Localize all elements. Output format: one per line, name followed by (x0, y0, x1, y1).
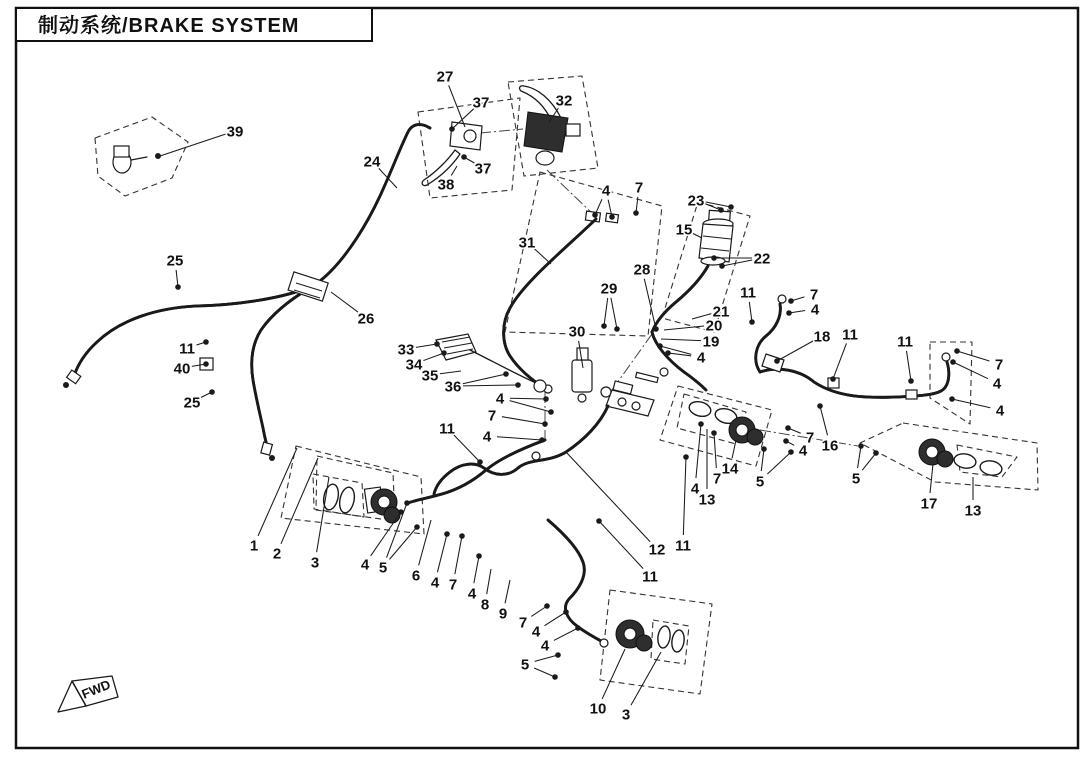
part-label-4-54: 4 (531, 623, 541, 641)
group-hose31-outline (505, 172, 662, 336)
leader-line-7 (714, 433, 716, 468)
part-label-7-64: 7 (712, 470, 722, 488)
part-label-16-69: 16 (821, 437, 839, 455)
leader-line-28 (644, 279, 656, 329)
fastener-11 (749, 319, 755, 325)
leader-line-11 (454, 435, 480, 462)
fastener-5 (404, 500, 410, 506)
fwd-label: FWD (79, 676, 113, 702)
part-label-5-56: 5 (520, 656, 530, 674)
part-label-11-60: 11 (675, 537, 691, 555)
leader-line-4 (544, 612, 566, 626)
parking-cable-assembly (63, 125, 430, 461)
fastener-5 (552, 674, 558, 680)
leader-line-11 (599, 521, 643, 569)
fastener-4 (539, 437, 545, 443)
part-label-30-17: 30 (568, 323, 586, 341)
part-label-8-51: 8 (480, 596, 490, 614)
fastener-7 (788, 298, 794, 304)
leader-line-11 (833, 343, 846, 379)
fastener-25 (209, 389, 215, 395)
fastener-11 (596, 518, 602, 524)
part-label-33-34: 33 (397, 341, 415, 359)
fastener-4 (575, 625, 581, 631)
fastener-5 (788, 449, 794, 455)
fastener-4 (592, 212, 598, 218)
fastener-7 (459, 533, 465, 539)
fastener-5 (873, 450, 879, 456)
part-label-32-3: 32 (555, 92, 573, 110)
leader-line-4 (953, 362, 988, 379)
part-label-7-28: 7 (994, 356, 1004, 374)
fastener-22 (711, 255, 717, 261)
leader-line-3 (317, 477, 329, 552)
leader-line-16 (820, 406, 828, 435)
fwd-arrow (58, 676, 118, 712)
part-label-13-72: 13 (964, 502, 982, 520)
leader-line-12 (566, 452, 650, 542)
part-label-38-5: 38 (437, 176, 455, 194)
leader-line-7 (957, 351, 989, 361)
part-label-37-2: 37 (472, 94, 490, 112)
fastener-34 (441, 350, 447, 356)
part-label-17-71: 17 (920, 495, 938, 513)
fastener-4 (543, 396, 549, 402)
leader-line-23 (706, 202, 731, 207)
leader-line-5 (862, 453, 876, 470)
fastener-4 (950, 359, 956, 365)
part-label-25-13: 25 (166, 252, 184, 270)
part-label-11-27: 11 (897, 333, 913, 351)
fastener-4 (609, 214, 615, 220)
right-brake-line (756, 295, 950, 399)
leader-line-34 (423, 353, 444, 361)
fastener-4 (444, 531, 450, 537)
fastener-16 (817, 403, 823, 409)
part-label-10-57: 10 (589, 700, 607, 718)
leader-line-33 (416, 344, 437, 347)
part-label-11-22: 11 (740, 284, 756, 302)
fastener-7 (542, 421, 548, 427)
part-label-27-1: 27 (436, 68, 454, 86)
fastener-4 (783, 438, 789, 444)
group-bottom-caliper-outline (600, 590, 712, 694)
fastener-7 (954, 348, 960, 354)
fastener-4 (548, 409, 554, 415)
leader-line-5 (535, 655, 558, 661)
group-39-outline (95, 117, 188, 196)
leader-line-24 (379, 168, 397, 188)
fastener-23 (728, 204, 734, 210)
leader-line-4 (437, 534, 447, 572)
leader-line-7 (502, 417, 545, 424)
part-label-11-61: 11 (642, 568, 658, 586)
leader-line-4 (474, 556, 479, 583)
part-label-4-29: 4 (992, 375, 1002, 393)
part-label-4-21: 4 (696, 349, 706, 367)
part-label-4-50: 4 (467, 585, 477, 603)
part-label-7-8: 7 (634, 179, 644, 197)
part-label-3-58: 3 (621, 706, 631, 724)
fastener-11 (683, 454, 689, 460)
part-label-36-37: 36 (444, 378, 462, 396)
fastener-18 (774, 358, 780, 364)
bottom-caliper (616, 620, 685, 653)
part-label-34-35: 34 (405, 356, 423, 374)
part-label-11-41: 11 (439, 420, 455, 438)
leader-line-3 (631, 652, 661, 705)
leader-line-6 (419, 520, 431, 565)
part-label-4-30: 4 (995, 402, 1005, 420)
part-label-7-67: 7 (805, 429, 815, 447)
part-label-4-68: 4 (798, 442, 808, 460)
leader-line-11 (749, 302, 752, 322)
fastener-4 (786, 310, 792, 316)
leader-line-11 (906, 351, 911, 381)
part-label-7-49: 7 (448, 576, 458, 594)
left-caliper (321, 483, 400, 523)
leader-line-5 (389, 527, 417, 559)
fastener-25 (175, 284, 181, 290)
leader-line-15 (693, 233, 702, 238)
brake-switch (113, 146, 161, 173)
leader-line-7 (455, 536, 462, 574)
fastener-37 (449, 126, 455, 132)
part-label-15-10: 15 (675, 221, 693, 239)
leader-line-29 (604, 298, 608, 326)
part-label-18-25: 18 (813, 328, 831, 346)
part-label-29-16: 29 (600, 280, 618, 298)
push-rod-assembly (601, 368, 668, 416)
fastener-7 (785, 425, 791, 431)
leader-line-36 (463, 385, 518, 386)
leader-line-11 (683, 457, 686, 535)
part-label-4-55: 4 (540, 637, 550, 655)
fastener-4 (665, 350, 671, 356)
fastener-37 (461, 154, 467, 160)
part-label-4-62: 4 (690, 480, 700, 498)
part-label-25-33: 25 (183, 394, 201, 412)
part-label-20-19: 20 (705, 317, 723, 335)
fastener-4 (949, 396, 955, 402)
part-label-22-11: 22 (753, 250, 771, 268)
part-label-24-6: 24 (363, 153, 381, 171)
leader-line-31 (534, 249, 551, 264)
leader-line-10 (602, 649, 625, 699)
leader-line-5 (858, 446, 861, 468)
part-label-4-38: 4 (495, 390, 505, 408)
part-label-4-45: 4 (360, 556, 370, 574)
fastener-7 (711, 430, 717, 436)
part-label-11-26: 11 (842, 326, 858, 344)
part-label-19-20: 19 (702, 333, 720, 351)
part-label-39-0: 39 (226, 123, 244, 141)
part-label-12-59: 12 (648, 541, 666, 559)
leader-line-18 (777, 341, 813, 361)
part-label-1-42: 1 (249, 537, 259, 555)
cable-end-fitting (261, 442, 273, 455)
part-label-4-24: 4 (810, 301, 820, 319)
part-label-7-39: 7 (487, 407, 497, 425)
part-label-11-31: 11 (179, 340, 195, 358)
leader-line-38 (451, 166, 457, 175)
leader-line-7 (531, 606, 547, 616)
right-caliper (919, 439, 1003, 477)
part-label-40-32: 40 (173, 360, 191, 378)
part-label-4-40: 4 (482, 428, 492, 446)
part-label-7-23: 7 (809, 286, 819, 304)
rear-master-cylinder (572, 348, 592, 402)
fastener-22 (719, 263, 725, 269)
part-label-3-44: 3 (310, 554, 320, 572)
part-label-26-14: 26 (357, 310, 375, 328)
leader-line-9 (505, 580, 510, 603)
brake-fluid-reservoir (652, 210, 733, 390)
leader-line-1 (258, 448, 297, 536)
fastener-5 (858, 443, 864, 449)
part-label-6-47: 6 (411, 567, 421, 585)
part-label-37-4: 37 (474, 160, 492, 178)
fastener-5 (761, 446, 767, 452)
leader-line-5 (534, 668, 555, 677)
part-label-5-70: 5 (851, 470, 861, 488)
fastener-4 (563, 609, 569, 615)
part-label-28-15: 28 (633, 261, 651, 279)
fastener-11 (908, 378, 914, 384)
leader-line-17 (930, 464, 933, 493)
fastener-11 (830, 376, 836, 382)
group-rear-caliper-outline (660, 386, 772, 466)
leader-line-36 (463, 374, 506, 384)
fastener-29 (614, 326, 620, 332)
fastener-4 (657, 343, 663, 349)
fastener-23 (718, 207, 724, 213)
leader-line-4 (497, 437, 542, 440)
leader-line-35 (440, 371, 461, 374)
part-label-5-66: 5 (755, 473, 765, 491)
part-label-13-63: 13 (698, 491, 716, 509)
fastener-4 (476, 553, 482, 559)
fastener-5 (555, 652, 561, 658)
part-label-9-52: 9 (498, 605, 508, 623)
leader-line-8 (487, 569, 491, 594)
front-brake-lines (408, 406, 608, 647)
fastener-33 (434, 341, 440, 347)
leader-line-4 (510, 398, 546, 399)
fastener-11 (477, 459, 483, 465)
fastener-7 (633, 210, 639, 216)
part-label-7-53: 7 (518, 614, 528, 632)
fastener-36 (503, 371, 509, 377)
fastener-36 (515, 382, 521, 388)
cable-end-fitting (67, 370, 81, 384)
fastener-5 (414, 524, 420, 530)
leader-line-39 (160, 134, 226, 156)
leader-line-29 (611, 298, 617, 329)
leader-line-4 (554, 628, 578, 640)
fastener-40 (203, 361, 209, 367)
fastener-4 (698, 421, 704, 427)
leader-line-5 (767, 452, 791, 474)
leader-line-26 (331, 292, 358, 312)
part-label-21-18: 21 (712, 303, 730, 321)
fastener-7 (544, 603, 550, 609)
part-label-31-12: 31 (518, 234, 536, 252)
fastener-29 (601, 323, 607, 329)
part-label-35-36: 35 (421, 367, 439, 385)
fastener-28 (653, 326, 659, 332)
leader-line-5 (761, 449, 764, 471)
part-label-5-46: 5 (378, 559, 388, 577)
part-label-4-48: 4 (430, 574, 440, 592)
page-title: 制动系统/BRAKE SYSTEM (38, 15, 300, 37)
group-right-fitting-outline (930, 342, 972, 424)
part-label-23-9: 23 (687, 192, 705, 210)
fastener-11 (203, 339, 209, 345)
part-label-4-7: 4 (601, 182, 611, 200)
part-label-14-65: 14 (721, 460, 739, 478)
leader-line-19 (661, 339, 701, 341)
part-label-2-43: 2 (272, 545, 282, 563)
